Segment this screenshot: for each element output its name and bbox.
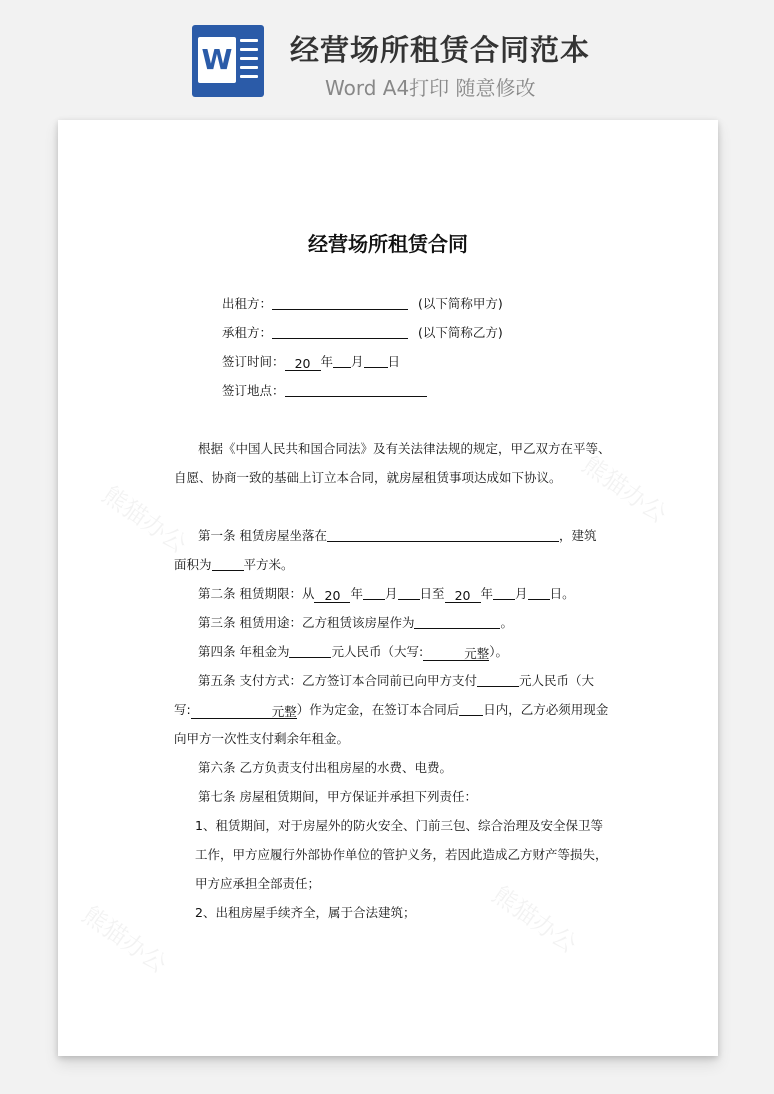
article-1-tail: ，建筑 (558, 528, 597, 543)
lessor-note: (以下简称甲方) (418, 296, 503, 311)
sign-time-label: 签订时间： (222, 354, 285, 369)
start-month-blank[interactable] (363, 586, 385, 600)
article-5-write: 写: (174, 702, 191, 717)
article-1-text: 第一条 租赁房屋坐落在 (198, 528, 327, 543)
day-text: 日 (387, 354, 401, 369)
article-6-line: 第六条 乙方负责支付出租房屋的水费、电费。 (198, 760, 452, 775)
article-5-text: 第五条 支付方式：乙方签订本合同前已向甲方支付 (198, 673, 477, 688)
article-5-deposit: ）作为定金，在签订本合同后 (296, 702, 460, 717)
sign-place-line (222, 381, 427, 399)
article-7-item-1a: 1、租赁期间，对于房屋外的防火安全、门前三包、综合治理及安全保卫等 (195, 818, 603, 833)
word-icon (192, 25, 264, 97)
sign-place-blank[interactable] (285, 383, 427, 397)
area-unit: 平方米。 (243, 557, 294, 572)
end-month-blank[interactable] (493, 586, 515, 600)
page-title: 经营场所租赁合同范本 (290, 33, 591, 67)
lessee-line (222, 323, 503, 341)
intro-line-1: 根据《中国人民共和国合同法》及有关法律法规的规定，甲乙双方在平等、 (198, 441, 611, 456)
a2-month-2: 月 (515, 586, 528, 601)
sign-year-blank[interactable]: 20 (285, 357, 321, 371)
document-title: 经营场所租赁合同 (308, 232, 468, 256)
location-blank[interactable] (327, 528, 559, 542)
a2-year-1: 年 (350, 586, 363, 601)
start-day-blank[interactable] (398, 586, 420, 600)
article-5-line-3: 向甲方一次性支付剩余年租金。 (174, 731, 350, 746)
article-7-item-1c: 甲方应承担全部责任； (195, 876, 321, 891)
lessee-label: 承租方： (222, 325, 273, 340)
article-7-line: 第七条 房屋租赁期间，甲方保证并承担下列责任： (198, 789, 477, 804)
area-label: 面积为 (174, 557, 212, 572)
rent-blank[interactable] (289, 644, 331, 658)
article-7-item-2: 2、出租房屋手续齐全，属于合法建筑； (195, 905, 416, 920)
a2-month-1: 月 (385, 586, 398, 601)
area-blank[interactable] (212, 557, 244, 571)
article-3-tail: 。 (500, 615, 513, 630)
article-1-line-2 (174, 555, 294, 573)
intro-line-2: 自愿、协商一致的基础上订立本合同，就房屋租赁事项达成如下协议。 (174, 470, 562, 485)
article-4-tail: ）。 (489, 644, 508, 659)
days-blank[interactable] (459, 702, 483, 716)
article-4-line (198, 642, 508, 661)
rent-upper-blank[interactable]: 元整 (423, 647, 489, 661)
word-lines-icon (240, 39, 258, 84)
watermark: 熊猫办公 (97, 480, 192, 559)
article-5-cash: 日内，乙方必须用现金 (483, 702, 609, 717)
article-5-line-2 (174, 700, 608, 719)
header (0, 0, 774, 110)
month-text: 月 (351, 354, 364, 369)
lessor-blank[interactable] (272, 296, 408, 310)
year-text: 年 (320, 354, 334, 369)
a2-day-2: 日。 (549, 586, 575, 601)
a2-year-2: 年 (480, 586, 494, 601)
article-2-text: 第二条 租赁期限：从 (198, 586, 315, 601)
deposit-blank[interactable] (477, 673, 519, 687)
document-paper (58, 120, 718, 1056)
article-5-line (198, 671, 594, 689)
deposit-upper-blank[interactable]: 元整 (191, 705, 297, 719)
usage-blank[interactable] (414, 615, 500, 629)
article-1-line (198, 526, 597, 544)
article-4-mid: 元人民币（大写: (331, 644, 424, 659)
lessor-line (222, 294, 503, 312)
lessor-label: 出租方： (222, 296, 273, 311)
sign-day-blank[interactable] (364, 354, 388, 368)
sign-time-line (222, 352, 400, 371)
end-year-blank[interactable]: 20 (445, 589, 481, 603)
sign-place-label: 签订地点： (222, 383, 285, 398)
article-3-text: 第三条 租赁用途：乙方租赁该房屋作为 (198, 615, 415, 630)
sign-month-blank[interactable] (333, 354, 351, 368)
watermark: 熊猫办公 (77, 900, 172, 979)
lessee-blank[interactable] (272, 325, 408, 339)
article-5-mid: 元人民币（大 (518, 673, 594, 688)
article-7-item-1b: 工作，甲方应履行外部协作单位的管护义务，若因此造成乙方财产等损失， (195, 847, 608, 862)
end-day-blank[interactable] (528, 586, 550, 600)
article-4-text: 第四条 年租金为 (198, 644, 290, 659)
start-year-blank[interactable]: 20 (314, 589, 350, 603)
a2-day-1: 日至 (419, 586, 445, 601)
watermark: 熊猫办公 (487, 880, 582, 959)
word-letter: W (198, 37, 236, 83)
article-3-line (198, 613, 513, 631)
lessee-note: (以下简称乙方) (418, 325, 503, 340)
article-2-line (198, 584, 575, 603)
watermark: 熊猫办公 (577, 450, 672, 529)
page-subtitle: Word A4打印 随意修改 (325, 76, 536, 100)
